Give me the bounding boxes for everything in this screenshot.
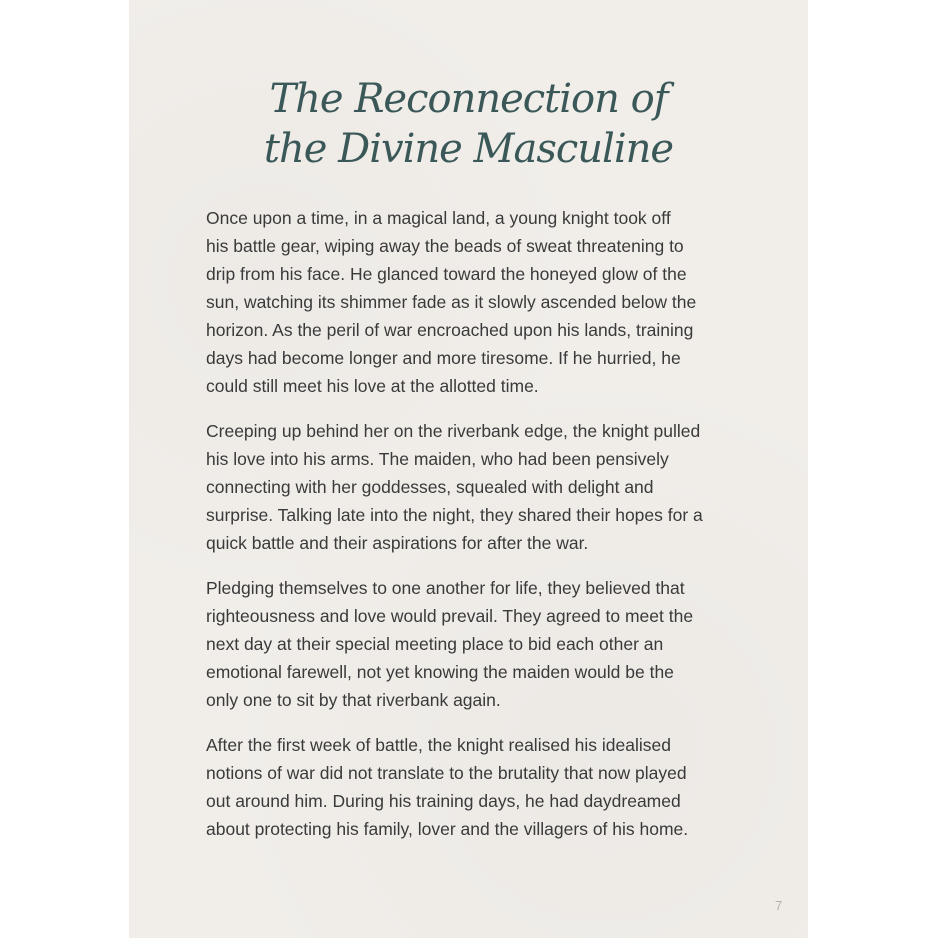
text-line: emotional farewell, not yet knowing the maiden would be the [206,662,674,682]
text-line: Creeping up behind her on the riverbank edge, the knight pulled [206,421,701,441]
text-line: his battle gear, wiping away the beads of sweat threatening to [206,236,684,256]
text-line: horizon. As the peril of war encroached upon his lands, training [206,320,694,340]
text-line: connecting with her goddesses, squealed with delight and [206,477,654,497]
text-line: about protecting his family, lover and the villagers of his home. [206,819,689,839]
paragraph [206,417,703,557]
page-number: 7 [775,898,783,913]
text-line: Pledging themselves to one another for life, they believed that [206,578,685,598]
paragraph [206,731,703,843]
text-line: next day at their special meeting place to bid each other an [206,634,664,654]
text-line: only one to sit by that riverbank again. [206,690,501,710]
text-line: After the first week of battle, the knight realised his idealised [206,735,671,755]
text-line: drip from his face. He glanced toward the honeyed glow of the [206,264,687,284]
chapter-title-line: the Divine Masculine [263,126,674,172]
text-line: out around him. During his training days, he had daydreamed [206,791,681,811]
text-line: could still meet his love at the allotted time. [206,376,539,396]
text-line: days had become longer and more tiresome. If he hurried, he [206,348,681,368]
chapter-title-line: The Reconnection of [269,76,668,122]
text-line: sun, watching its shimmer fade as it slowly ascended below the [206,292,697,312]
paragraph [206,204,703,400]
body-text [206,204,703,860]
text-line: righteousness and love would prevail. They agreed to meet the [206,606,694,626]
text-line: quick battle and their aspirations for after the war. [206,533,589,553]
text-line: surprise. Talking late into the night, they shared their hopes for a [206,505,703,525]
paragraph [206,574,703,714]
text-line: notions of war did not translate to the brutality that now played [206,763,687,783]
book-page [129,0,808,938]
chapter-title [129,74,808,174]
text-line: his love into his arms. The maiden, who had been pensively [206,449,669,469]
text-line: Once upon a time, in a magical land, a young knight took off [206,208,671,228]
